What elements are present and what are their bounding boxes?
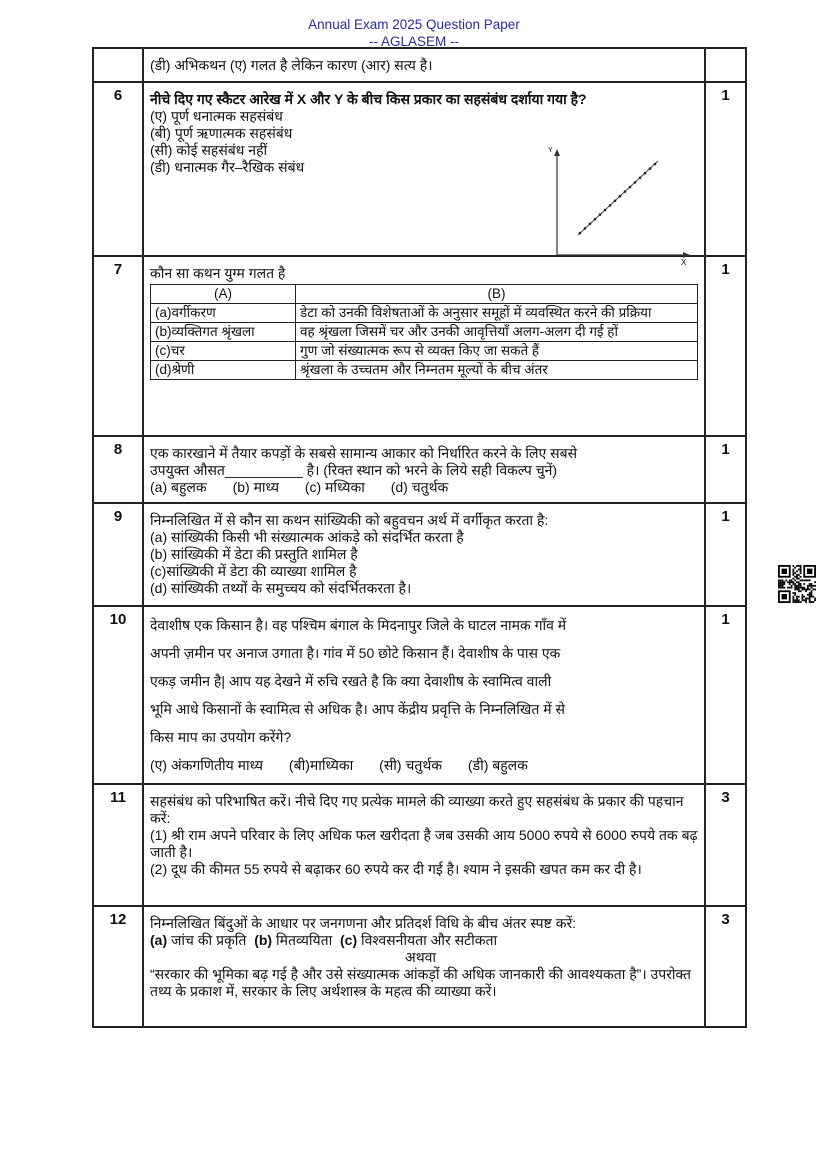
question-text: निम्नलिखित में से कौन सा कथन सांख्यिकी को बहुवचन अर्थ में वर्गीकृत करता है: <box>150 512 549 528</box>
scatter-point <box>609 204 612 207</box>
cell: गुण जो संख्यात्मक रूप से व्यक्त किए जा सकते हैं <box>296 342 698 361</box>
cell: डेटा को उनकी विशेषताओं के अनुसार समूहों में व्यवस्थित करने की प्रक्रिया <box>296 304 698 323</box>
question-text: भूमि आधे किसानों के स्वामित्व से अधिक है। आप केंद्रीय प्रवृत्ति के निम्नलिखित में से <box>150 701 565 717</box>
scatter-diagram <box>544 143 694 268</box>
marks: 1 <box>705 436 746 503</box>
question-text: एकड़ जमीन है| आप यह देखने में रुचि रखते है कि क्या देवाशीष के स्वामित्व वाली <box>150 673 552 689</box>
option: (c)सांख्यिकी में डेटा की व्याख्या शामिल है <box>150 563 357 579</box>
cell: (c)चर <box>151 342 296 361</box>
table-row <box>93 48 746 82</box>
scatter-point <box>649 167 652 170</box>
scatter-point <box>579 232 582 235</box>
option: (डी) बहुलक <box>467 757 528 773</box>
option: (सी) चतुर्थक <box>379 757 443 773</box>
column-header: (A) <box>151 285 296 304</box>
question-text: एक कारखाने में तैयार कपड़ों के सबसे सामान्य आकार को निर्धारित करने के लिए सबसे <box>150 445 578 461</box>
option: (ए) पूर्ण धनात्मक सहसंबंध <box>150 108 283 124</box>
option: (b) सांख्यिकी में डेटा की प्रस्तुति शामिल है <box>150 546 358 562</box>
marks: 3 <box>705 906 746 1027</box>
question-number: 11 <box>93 784 143 906</box>
scatter-point <box>634 181 637 184</box>
option: (d) सांख्यिकी तथ्यों के समुच्चय को संदर्भितकरता है। <box>150 580 412 596</box>
scatter-point <box>599 213 602 216</box>
scatter-points <box>578 161 658 235</box>
question-number: 6 <box>93 82 143 256</box>
scatter-point <box>594 218 597 221</box>
question-row-8 <box>93 436 746 503</box>
question-text: सहसंबंध को परिभाषित करें। नीचे दिए गए प्रत्येक मामले की व्याख्या करते हुए सहसंबंध के प्रकार की पहचान करें: <box>150 793 684 826</box>
option: (a) बहुलक <box>150 479 207 495</box>
continuation-text: (डी) अभिकथन (ए) गलत है लेकिन कारण (आर) सत्य है। <box>143 48 705 82</box>
marks: 3 <box>705 784 746 906</box>
or-label: अथवा <box>405 949 437 965</box>
question-text: नीचे दिए गए स्कैटर आरेख में X और Y के बीच किस प्रकार का सहसंबंध दर्शाया गया है? <box>150 91 587 107</box>
question-text: निम्नलिखित बिंदुओं के आधार पर जनगणना और प्रतिदर्श विधि के बीच अंतर स्पष्ट करें: <box>150 915 577 931</box>
cell: वह श्रृंखला जिसमें चर और उनकी आवृत्तियाँ अलग-अलग दी गई हों <box>296 323 698 342</box>
question-text: कौन सा कथन युग्म गलत है <box>150 265 286 281</box>
y-axis-label: Y <box>548 147 553 154</box>
scatter-point <box>654 163 657 166</box>
point-text: मितव्ययिता <box>275 932 333 948</box>
option: (c) मध्यिका <box>304 479 365 495</box>
question-row-7 <box>93 256 746 436</box>
point-key: (a) <box>150 932 168 948</box>
option: (बी)माध्यिका <box>288 757 354 773</box>
question-text: उपयुक्त औसत__________ है। (रिक्त स्थान को भरने के लिये सही विकल्प चुनें) <box>150 462 558 478</box>
question-number: 8 <box>93 436 143 503</box>
option: (ए) अंकगणितीय माध्य <box>150 757 264 773</box>
scatter-point <box>624 190 627 193</box>
question-number: 10 <box>93 606 143 784</box>
marks: 1 <box>705 82 746 256</box>
marks: 1 <box>705 606 746 784</box>
option: (a) सांख्यिकी किसी भी संख्यात्मक आंकड़े को संदर्भित करता है <box>150 529 464 545</box>
question-number: 7 <box>93 256 143 436</box>
question-row-10 <box>93 606 746 784</box>
question-number: 12 <box>93 906 143 1027</box>
question-row-6 <box>93 82 746 256</box>
question-text: अपनी ज़मीन पर अनाज उगाता है। गांव में 50 छोटे किसान हैं। देवाशीष के पास एक <box>150 645 561 661</box>
column-header: (B) <box>296 285 698 304</box>
option: (बी) पूर्ण ऋणात्मक सहसंबंध <box>150 125 293 141</box>
option: (b) माध्य <box>232 479 279 495</box>
option: (सी) कोई सहसंबंध नहीं <box>150 142 268 158</box>
marks: 1 <box>705 503 746 606</box>
cell: (a)वर्गीकरण <box>151 304 296 323</box>
cell: (b)व्यक्तिगत श्रृंखला <box>151 323 296 342</box>
scatter-point <box>639 177 642 180</box>
question-text: देवाशीष एक किसान है। वह पश्चिम बंगाल के मिदनापुर जिले के घाटल नामक गाँव में <box>150 617 567 633</box>
scatter-point <box>619 195 622 198</box>
question-row-12 <box>93 906 746 1027</box>
point-key: (b) <box>254 932 273 948</box>
point-key: (c) <box>340 932 358 948</box>
header-subtitle: -- AGLASEM -- <box>368 34 459 49</box>
case-2: (2) दूध की कीमत 55 रुपये से बढ़ाकर 60 रुपये कर दी गई है। श्याम ने इसकी खपत कम कर दी है। <box>150 861 642 877</box>
header-title: Annual Exam 2025 Question Paper <box>308 17 520 32</box>
cell: श्रृंखला के उच्चतम और निम्नतम मूल्यों के बीच अंतर <box>296 361 698 380</box>
question-row-11 <box>93 784 746 906</box>
question-row-9 <box>93 503 746 606</box>
option: (d) चतुर्थक <box>390 479 449 495</box>
question-number: 9 <box>93 503 143 606</box>
alternative-question: “सरकार की भूमिका बढ़ गई है और उसे संख्यात्मक आंकड़ों की अधिक जानकारी की आवश्यकता है”। उपरोक्त तथ्य के प्रकाश में, सरकार के लिए अर्थशास्त्र के महत्व की व्याख्या करें। <box>150 966 692 999</box>
match-table <box>150 284 698 380</box>
x-axis-label: X <box>681 258 687 267</box>
scatter-point <box>604 209 607 212</box>
qr-code-icon <box>778 565 816 603</box>
scatter-point <box>589 223 592 226</box>
case-1: (1) श्री राम अपने परिवार के लिए अधिक फल खरीदता है जब उसकी आय 5000 रुपये से 6000 रुपये तक बढ़ जाती है। <box>150 827 698 860</box>
scatter-point <box>584 227 587 230</box>
marks: 1 <box>705 256 746 436</box>
option: (डी) धनात्मक गैर–रैखिक संबंध <box>150 159 305 175</box>
question-text: किस माप का उपयोग करेंगे? <box>150 729 292 745</box>
question-table <box>92 47 747 1028</box>
scatter-point <box>614 200 617 203</box>
point-text: जांच की प्रकृति <box>171 932 247 948</box>
cell: (d)श्रेणी <box>151 361 296 380</box>
point-text: विश्वसनीयता और सटीकता <box>361 932 498 948</box>
scatter-point <box>629 186 632 189</box>
scatter-point <box>644 172 647 175</box>
